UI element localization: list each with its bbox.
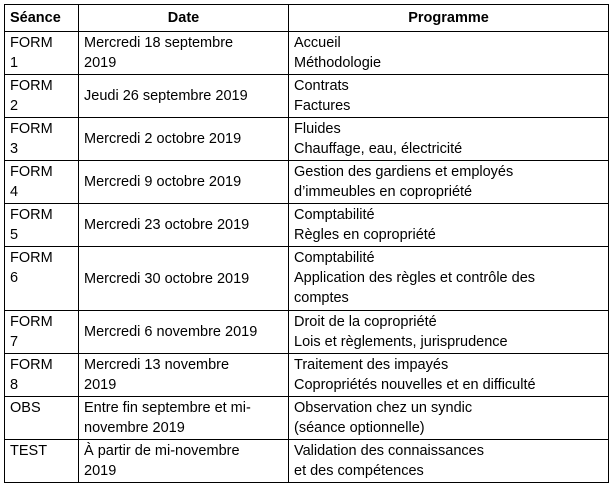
seance-cell-line: 7 [10,334,19,350]
programme-cell [289,32,609,75]
table-row [5,311,609,354]
date-cell [79,440,289,483]
programme-cell-line: Fluides [294,121,341,137]
programme-cell [289,397,609,440]
seance-cell [5,247,79,311]
seance-cell-line: 8 [10,377,19,393]
seance-cell [5,440,79,483]
date-cell [79,32,289,75]
header-row [5,5,609,32]
programme-cell-line: Gestion des gardiens et employés [294,164,514,180]
date-cell-line: Mercredi 6 novembre 2019 [84,324,258,340]
seance-cell [5,32,79,75]
programme-cell-line: Comptabilité [294,250,375,266]
programme-cell-line: d’immeubles en copropriété [294,184,473,200]
programme-cell [289,161,609,204]
date-cell [79,397,289,440]
date-cell-line: 2019 [84,463,117,479]
programme-cell-line: Contrats [294,78,349,94]
date-cell-line: novembre 2019 [84,420,185,436]
seance-cell-line: 2 [10,98,19,114]
programme-cell-line: Droit de la copropriété [294,314,437,330]
seance-cell-line: 1 [10,55,19,71]
date-cell-line: Mercredi 2 octobre 2019 [84,131,242,147]
programme-cell [289,247,609,311]
date-cell [79,247,289,311]
seance-cell-line: 4 [10,184,19,200]
date-cell-line: 2019 [84,55,117,71]
table-row [5,397,609,440]
programme-cell [289,311,609,354]
seance-cell-line: FORM [10,121,53,137]
programme-cell [289,118,609,161]
programme-cell-line: Méthodologie [294,55,382,71]
seance-cell-line: TEST [10,443,48,459]
date-cell-line: Entre fin septembre et mi- [84,400,251,416]
seance-cell-line: FORM [10,314,53,330]
programme-cell-line: Observation chez un syndic [294,400,473,416]
seance-cell-line: FORM [10,357,53,373]
header-seance: Séance [5,5,79,32]
table-row [5,440,609,483]
table-row [5,75,609,118]
header-date: Date [79,5,289,32]
programme-cell-line: Accueil [294,35,341,51]
seance-cell-line: 5 [10,227,19,243]
date-cell-line: À partir de mi-novembre [84,443,240,459]
date-cell-line: Mercredi 30 octobre 2019 [84,270,250,287]
programme-cell-line: Lois et règlements, jurisprudence [294,334,508,350]
seance-cell [5,397,79,440]
date-cell [79,204,289,247]
seance-cell [5,161,79,204]
date-cell [79,161,289,204]
date-cell-line: Mercredi 9 octobre 2019 [84,174,242,190]
programme-cell-line: Traitement des impayés [294,357,449,373]
programme-cell-line: comptes [294,290,349,306]
table-row [5,161,609,204]
date-cell-line: 2019 [84,377,117,393]
programme-cell [289,204,609,247]
programme-cell-line: Copropriétés nouvelles et en difficulté [294,377,536,393]
seance-cell [5,118,79,161]
schedule-table [4,4,609,483]
header-programme: Programme [289,5,609,32]
date-cell [79,118,289,161]
seance-cell-line: FORM [10,35,53,51]
programme-cell-line: Application des règles et contrôle des [294,270,536,286]
programme-cell-line: Règles en copropriété [294,227,436,243]
seance-cell-line: 6 [10,270,19,286]
programme-cell [289,440,609,483]
table-row [5,247,609,311]
seance-cell-line: FORM [10,78,53,94]
seance-cell [5,204,79,247]
table-row [5,32,609,75]
seance-cell-line: OBS [10,400,41,416]
date-cell-line: Mercredi 23 octobre 2019 [84,217,250,233]
seance-cell-line: FORM [10,207,53,223]
seance-cell-line: FORM [10,250,53,266]
programme-cell [289,75,609,118]
programme-cell-line: Validation des connaissances [294,443,484,459]
table-row [5,118,609,161]
date-cell [79,311,289,354]
date-cell-line: Jeudi 26 septembre 2019 [84,88,248,104]
table-row [5,354,609,397]
programme-cell-line: (séance optionnelle) [294,420,425,436]
date-cell [79,354,289,397]
programme-cell-line: et des compétences [294,463,424,479]
seance-cell [5,311,79,354]
programme-cell-line: Comptabilité [294,207,375,223]
seance-cell-line: FORM [10,164,53,180]
date-cell-line: Mercredi 18 septembre [84,35,234,51]
programme-cell [289,354,609,397]
programme-cell-line: Factures [294,98,351,114]
seance-cell-line: 3 [10,141,19,157]
seance-cell [5,354,79,397]
programme-cell-line: Chauffage, eau, électricité [294,141,463,157]
seance-cell [5,75,79,118]
table-row [5,204,609,247]
date-cell [79,75,289,118]
date-cell-line: Mercredi 13 novembre [84,357,230,373]
